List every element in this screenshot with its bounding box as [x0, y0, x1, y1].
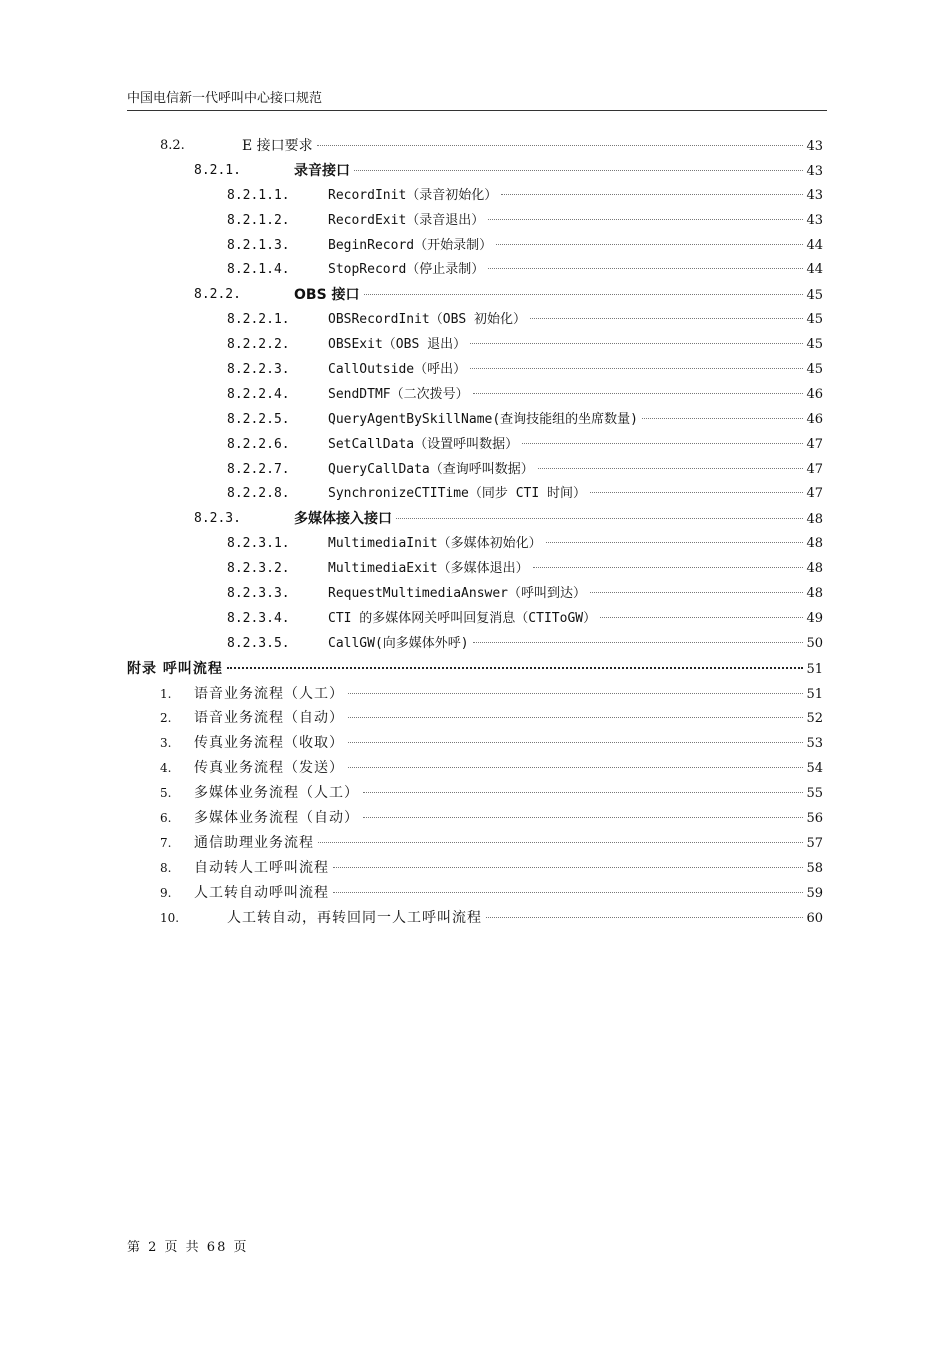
toc-entry-page: 44: [806, 237, 823, 253]
toc-entry-page: 46: [806, 386, 823, 402]
toc-entry-body: [328, 482, 823, 507]
dot-leader: [496, 244, 803, 245]
toc-entry-title: 传真业务流程（收取）: [194, 731, 346, 756]
toc-entry[interactable]: [127, 582, 823, 607]
toc-entry[interactable]: [127, 507, 823, 532]
toc-entry[interactable]: [127, 731, 823, 756]
toc-entry-page: 46: [806, 411, 823, 427]
toc-entry-body: [194, 781, 823, 807]
toc-entry-page: 43: [806, 187, 823, 203]
toc-entry-number: 8.2.1.3.: [227, 237, 290, 253]
toc-entry[interactable]: [127, 532, 823, 557]
toc-entry-page: 43: [806, 163, 823, 179]
dot-leader: [363, 792, 803, 793]
toc-entry-number: 1.: [160, 686, 172, 701]
page-number: 第 2 页 共 68 页: [127, 1240, 249, 1255]
toc-entry-page: 55: [806, 786, 823, 802]
toc-entry-page: 43: [806, 139, 823, 154]
dot-leader: [348, 717, 803, 718]
toc-entry-body: [328, 184, 823, 209]
dot-leader: [348, 742, 803, 743]
dot-leader: [600, 617, 803, 618]
toc-entry-page: 56: [806, 811, 823, 827]
dot-leader: [396, 518, 803, 519]
toc-entry-number: 8.2.2.1.: [227, 312, 290, 328]
dot-leader: [486, 917, 803, 918]
toc-entry-number: 8.2.1.1.: [227, 187, 290, 203]
toc-entry-number: 4.: [160, 761, 172, 776]
toc-entry-number: 8.2.3.1.: [227, 536, 290, 552]
toc-entry[interactable]: [127, 781, 823, 806]
toc-entry-page: 49: [806, 610, 823, 626]
dot-leader: [363, 817, 803, 818]
toc-entry-number: 8.2.1.2.: [227, 212, 290, 228]
toc-entry-number: 8.: [160, 860, 172, 875]
dot-leader: [546, 542, 803, 543]
toc-entry-title: OBS 接口: [294, 283, 362, 308]
toc-entry-page: 53: [806, 736, 823, 752]
toc-entry-body: [328, 234, 823, 259]
toc-entry-number: 8.2.3.5.: [227, 635, 290, 651]
toc-entry-page: 52: [806, 711, 823, 727]
dot-leader: [348, 767, 803, 768]
dot-leader: [488, 268, 803, 269]
dot-leader: [473, 393, 803, 394]
toc-entry-number: 8.2.2.5.: [227, 411, 290, 427]
dot-leader: [488, 219, 803, 220]
toc-entry-body: [328, 582, 823, 607]
toc-entry-title: QueryAgentBySkillName(查询技能组的坐席数量): [328, 408, 640, 433]
toc-entry[interactable]: [127, 383, 823, 408]
toc-entry[interactable]: [127, 657, 823, 682]
dot-leader: [333, 892, 803, 893]
toc-entry-number: 5.: [160, 786, 172, 801]
toc-entry-page: 48: [806, 586, 823, 602]
table-of-contents: [127, 134, 823, 931]
toc-entry[interactable]: [127, 333, 823, 358]
toc-entry[interactable]: [127, 408, 823, 433]
toc-entry-number: 8.2.2.3.: [227, 362, 290, 378]
toc-entry-body: [328, 532, 823, 557]
toc-entry[interactable]: [127, 906, 823, 931]
toc-entry[interactable]: [127, 482, 823, 507]
toc-entry-number: 8.2.2.8.: [227, 486, 290, 502]
toc-entry[interactable]: [127, 134, 823, 159]
toc-entry[interactable]: [127, 234, 823, 259]
toc-entry[interactable]: [127, 458, 823, 483]
dot-leader: [538, 468, 803, 469]
toc-entry[interactable]: [127, 806, 823, 831]
toc-entry-body: [328, 358, 823, 383]
toc-entry-number: 8.2.1.: [194, 162, 241, 178]
toc-entry-body: [328, 383, 823, 408]
toc-entry[interactable]: [127, 258, 823, 283]
dot-leader: [501, 194, 803, 195]
toc-entry[interactable]: [127, 607, 823, 632]
toc-entry-number: 10.: [160, 910, 180, 925]
toc-entry-page: 45: [806, 312, 823, 328]
toc-entry-body: [328, 433, 823, 458]
toc-entry-title: E 接口要求: [242, 134, 315, 159]
dot-leader: [470, 368, 803, 369]
toc-entry-title: 人工转自动，再转回同一人工呼叫流程: [227, 906, 484, 931]
toc-entry[interactable]: [127, 433, 823, 458]
toc-entry-body: [194, 756, 823, 782]
toc-entry-body: [194, 881, 823, 907]
toc-entry[interactable]: [127, 682, 823, 707]
toc-entry-title: RequestMultimediaAnswer（呼叫到达）: [328, 582, 588, 607]
toc-entry[interactable]: [127, 159, 823, 184]
toc-entry[interactable]: [127, 184, 823, 209]
dot-leader: [530, 318, 803, 319]
toc-entry-page: 58: [806, 860, 823, 876]
toc-entry[interactable]: [127, 831, 823, 856]
toc-entry-body: [194, 831, 823, 857]
toc-entry-page: 51: [806, 661, 823, 677]
toc-entry-page: 43: [806, 212, 823, 228]
toc-entry-title: 语音业务流程（自动）: [194, 706, 346, 731]
toc-entry-title: OBSExit（OBS 退出）: [328, 333, 468, 358]
toc-entry-number: 6.: [160, 811, 172, 826]
toc-entry-page: 47: [806, 436, 823, 452]
dot-leader: [317, 145, 803, 146]
dot-leader: [227, 667, 803, 669]
dot-leader: [642, 418, 803, 419]
toc-entry-body: [328, 408, 823, 433]
toc-entry-body: [294, 507, 823, 533]
toc-entry-page: 48: [806, 536, 823, 552]
toc-entry-page: 50: [806, 635, 823, 651]
toc-entry-page: 45: [806, 288, 823, 304]
toc-entry-number: 8.2.: [160, 138, 185, 153]
dot-leader: [348, 693, 803, 694]
toc-entry-title: 通信助理业务流程: [194, 831, 316, 856]
toc-entry-page: 54: [806, 761, 823, 777]
toc-entry-body: [194, 856, 823, 882]
header-title: 中国电信新一代呼叫中心接口规范: [127, 91, 323, 106]
toc-entry[interactable]: [127, 706, 823, 731]
toc-entry-page: 57: [806, 835, 823, 851]
toc-entry-number: 7.: [160, 835, 172, 850]
toc-entry-title: 语音业务流程（人工）: [194, 682, 346, 707]
toc-entry-body: [328, 209, 823, 234]
dot-leader: [470, 343, 803, 344]
toc-entry-title: RecordExit（录音退出）: [328, 209, 486, 234]
toc-entry[interactable]: [127, 632, 823, 657]
toc-entry-body: [328, 308, 823, 333]
toc-entry-title: SendDTMF（二次拨号）: [328, 383, 471, 408]
toc-entry-body: [328, 333, 823, 358]
toc-entry-title: QueryCallData（查询呼叫数据）: [328, 458, 536, 483]
toc-entry-body: [328, 258, 823, 283]
dot-leader: [333, 867, 803, 868]
toc-entry-title: CallGW(向多媒体外呼): [328, 632, 471, 657]
toc-entry-body: [294, 283, 823, 309]
toc-entry-number: 8.2.1.4.: [227, 262, 290, 278]
toc-entry[interactable]: [127, 209, 823, 234]
toc-entry-title: MultimediaInit（多媒体初始化）: [328, 532, 544, 557]
toc-entry-number: 8.2.2.: [194, 287, 241, 303]
toc-entry-number: 3.: [160, 736, 172, 751]
toc-entry-title: 传真业务流程（发送）: [194, 756, 346, 781]
toc-entry-body: [294, 159, 823, 185]
toc-entry-title: CallOutside（呼出）: [328, 358, 468, 383]
toc-entry-page: 45: [806, 337, 823, 353]
toc-entry-title: 多媒体业务流程（人工）: [194, 781, 361, 806]
toc-entry-body: [194, 806, 823, 832]
toc-entry-title: CTI 的多媒体网关呼叫回复消息（CTIToGW）: [328, 607, 598, 632]
toc-entry-number: 8.2.2.4.: [227, 386, 290, 402]
toc-entry[interactable]: [127, 283, 823, 308]
toc-entry-page: 48: [806, 561, 823, 577]
toc-entry[interactable]: [127, 557, 823, 582]
toc-entry-title: BeginRecord（开始录制）: [328, 234, 494, 259]
toc-entry-page: 51: [806, 686, 823, 702]
toc-entry-number: 8.2.3.3.: [227, 586, 290, 602]
dot-leader: [590, 492, 803, 493]
toc-entry-title: 人工转自动呼叫流程: [194, 881, 331, 906]
dot-leader: [318, 842, 803, 843]
toc-entry-title: 多媒体接入接口: [294, 507, 394, 532]
dot-leader: [473, 642, 803, 643]
toc-entry-title: 多媒体业务流程（自动）: [194, 806, 361, 831]
page-footer: [127, 1236, 248, 1255]
dot-leader: [522, 443, 803, 444]
toc-entry-title: 自动转人工呼叫流程: [194, 856, 331, 881]
toc-entry-title: 录音接口: [294, 159, 352, 184]
toc-entry-body: [328, 607, 823, 632]
toc-entry-title: MultimediaExit（多媒体退出）: [328, 557, 531, 582]
toc-entry[interactable]: [127, 756, 823, 781]
dot-leader: [354, 170, 803, 171]
toc-entry[interactable]: [127, 308, 823, 333]
toc-entry-number: 8.2.3.: [194, 511, 241, 527]
toc-entry-title: RecordInit（录音初始化）: [328, 184, 499, 209]
toc-entry-title: 附录 呼叫流程: [127, 657, 225, 682]
toc-entry-body: [227, 906, 823, 932]
toc-entry-title: OBSRecordInit（OBS 初始化）: [328, 308, 528, 333]
toc-entry-page: 45: [806, 362, 823, 378]
toc-entry-body: [328, 458, 823, 483]
toc-entry-page: 48: [806, 512, 823, 528]
toc-entry-title: SynchronizeCTITime（同步 CTI 时间）: [328, 482, 588, 507]
toc-entry-body: [242, 134, 823, 160]
toc-entry[interactable]: [127, 856, 823, 881]
toc-entry-number: 8.2.2.7.: [227, 461, 290, 477]
dot-leader: [364, 294, 803, 295]
toc-entry-body: [328, 632, 823, 657]
toc-entry-page: 60: [806, 910, 823, 926]
toc-entry-body: [328, 557, 823, 582]
dot-leader: [533, 567, 803, 568]
toc-entry-number: 2.: [160, 711, 172, 726]
toc-entry[interactable]: [127, 358, 823, 383]
toc-entry-page: 59: [806, 885, 823, 901]
toc-entry-body: [194, 731, 823, 757]
dot-leader: [590, 592, 803, 593]
toc-entry-page: 44: [806, 262, 823, 278]
toc-entry-number: 8.2.2.6.: [227, 436, 290, 452]
toc-entry-body: [194, 706, 823, 732]
toc-entry-title: StopRecord（停止录制）: [328, 258, 486, 283]
toc-entry-body: [194, 682, 823, 708]
toc-entry-body: [127, 657, 823, 683]
toc-entry-page: 47: [806, 461, 823, 477]
page-header: [127, 88, 827, 111]
toc-entry-number: 8.2.2.2.: [227, 337, 290, 353]
toc-entry-number: 8.2.3.2.: [227, 561, 290, 577]
toc-entry-title: SetCallData（设置呼叫数据）: [328, 433, 520, 458]
toc-entry[interactable]: [127, 881, 823, 906]
toc-entry-page: 47: [806, 486, 823, 502]
toc-entry-number: 9.: [160, 885, 172, 900]
toc-entry-number: 8.2.3.4.: [227, 610, 290, 626]
